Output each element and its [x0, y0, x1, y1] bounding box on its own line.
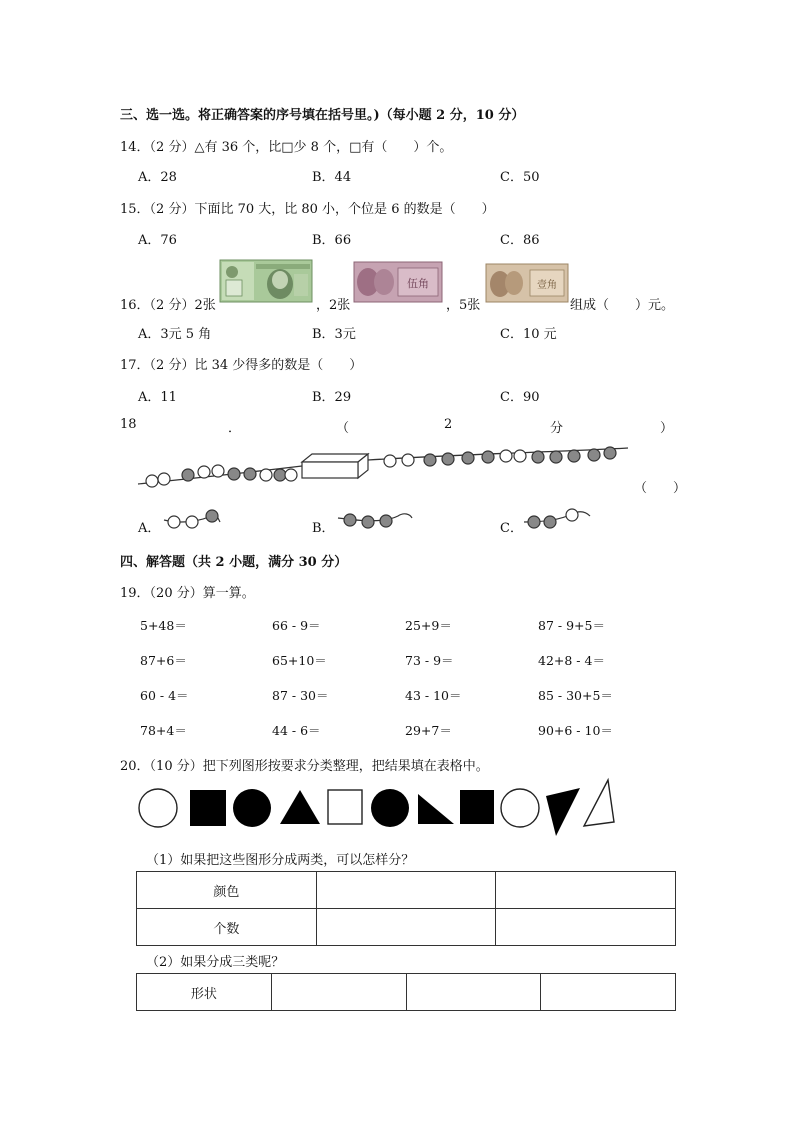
- q18-option-b-beads: [334, 506, 418, 530]
- table-cell[interactable]: [316, 872, 496, 909]
- white-circle: [139, 789, 177, 827]
- calc-item: 78+4＝: [140, 723, 187, 738]
- q20-sub1: （1）如果把这些图形分成两类，可以怎样分？: [146, 853, 415, 868]
- q14-stem: 14．（2 分）△有 36 个，比□少 8 个，□有（ ）个。: [120, 140, 453, 155]
- black-circle: [233, 789, 271, 827]
- q16-option-a: A．3元 5 角: [138, 327, 212, 342]
- q15-option-c: C．86: [500, 233, 540, 248]
- q17-option-a: A．11: [138, 390, 177, 405]
- table-cell: 形状: [137, 974, 272, 1011]
- table-cell[interactable]: [541, 974, 676, 1011]
- table-cell[interactable]: [316, 909, 496, 946]
- calc-item: 5+48＝: [140, 618, 187, 633]
- q18-dot: ．: [228, 421, 242, 436]
- q14-option-a: A．28: [138, 170, 177, 185]
- q17-option-b: B．29: [312, 390, 352, 405]
- white-circle: [501, 789, 539, 827]
- calc-item: 29+7＝: [405, 723, 452, 738]
- q18-number: 18: [120, 417, 137, 432]
- q20-stem: 20．（10 分）把下列图形按要求分类整理，把结果填在表格中。: [120, 759, 489, 774]
- black-right-triangle: [418, 794, 454, 824]
- section-3-title: 三、选一选。将正确答案的序号填在括号里。)（每小题 2 分，10 分）: [120, 108, 525, 123]
- table-row: [137, 974, 676, 1011]
- calc-item: 90+6 - 10＝: [538, 723, 613, 738]
- q18-option-c: C．: [500, 521, 523, 536]
- q18-unit: 分: [550, 421, 564, 436]
- classification-table-three: [136, 973, 676, 1011]
- calc-item: 87 - 9+5＝: [538, 618, 605, 633]
- q18-option-a-beads: [160, 508, 226, 530]
- five-jiao-note-text: 伍角: [407, 277, 429, 290]
- q18-answer-blank: （ ）: [634, 481, 687, 496]
- calc-item: 65+10＝: [272, 653, 327, 668]
- black-circle: [371, 789, 409, 827]
- classification-table-two: [136, 871, 676, 946]
- q18-option-a: A．: [138, 521, 161, 536]
- q18-right-paren: ）: [660, 421, 674, 436]
- calc-item: 25+9＝: [405, 618, 452, 633]
- calc-item: 73 - 9＝: [405, 653, 454, 668]
- calc-item: 87 - 30＝: [272, 688, 329, 703]
- one-jiao-note-image: [486, 264, 568, 302]
- shapes-row: [134, 780, 624, 840]
- q18-option-c-beads: [520, 506, 596, 530]
- q16-option-c: C．10 元: [500, 327, 557, 342]
- bead-string-figure: [136, 444, 636, 494]
- calc-item: 85 - 30+5＝: [538, 688, 613, 703]
- table-row: [137, 909, 676, 946]
- cuboid-box: [302, 454, 368, 478]
- table-cell[interactable]: [271, 974, 406, 1011]
- calc-item: 44 - 6＝: [272, 723, 321, 738]
- calc-item: 66 - 9＝: [272, 618, 321, 633]
- q20-sub2: （2）如果分成三类呢？: [146, 955, 285, 970]
- table-cell[interactable]: [496, 909, 676, 946]
- table-cell: 颜色: [137, 872, 317, 909]
- q18-option-b: B．: [312, 521, 335, 536]
- q15-stem: 15．（2 分）下面比 70 大，比 80 小，个位是 6 的数是（ ）: [120, 202, 495, 217]
- five-jiao-note-image: [354, 262, 442, 302]
- q18-score: 2: [444, 417, 453, 432]
- q18-left-paren: （: [336, 421, 350, 436]
- black-triangle: [546, 788, 580, 836]
- calc-item: 87+6＝: [140, 653, 187, 668]
- q15-option-b: B．66: [312, 233, 352, 248]
- q19-stem: 19．（20 分）算一算。: [120, 586, 255, 601]
- section-4-title: 四、解答题（共 2 小题，满分 30 分）: [120, 555, 348, 570]
- one-yuan-note-image: [220, 260, 312, 302]
- q17-stem: 17．（2 分）比 34 少得多的数是（ ）: [120, 358, 363, 373]
- q15-option-a: A．76: [138, 233, 177, 248]
- calc-item: 60 - 4＝: [140, 688, 189, 703]
- one-jiao-note-text: 壹角: [537, 280, 557, 291]
- white-square: [328, 790, 362, 824]
- q14-option-b: B．44: [312, 170, 352, 185]
- black-triangle: [280, 790, 320, 824]
- black-square: [190, 790, 226, 826]
- calc-item: 42+8 - 4＝: [538, 653, 605, 668]
- white-triangle: [584, 780, 614, 826]
- q17-option-c: C．90: [500, 390, 540, 405]
- q16-prefix: 16．（2 分）2张: [120, 298, 216, 313]
- q16-part3: ，5张: [446, 298, 481, 313]
- calc-item: 43 - 10＝: [405, 688, 462, 703]
- table-cell[interactable]: [406, 974, 541, 1011]
- table-cell[interactable]: [496, 872, 676, 909]
- table-row: [137, 872, 676, 909]
- table-cell: 个数: [137, 909, 317, 946]
- q14-option-c: C．50: [500, 170, 540, 185]
- q16-suffix: 组成（ ）元。: [570, 298, 675, 313]
- q16-part2: ，2张: [316, 298, 351, 313]
- q16-option-b: B．3元: [312, 327, 356, 342]
- black-square: [460, 790, 494, 824]
